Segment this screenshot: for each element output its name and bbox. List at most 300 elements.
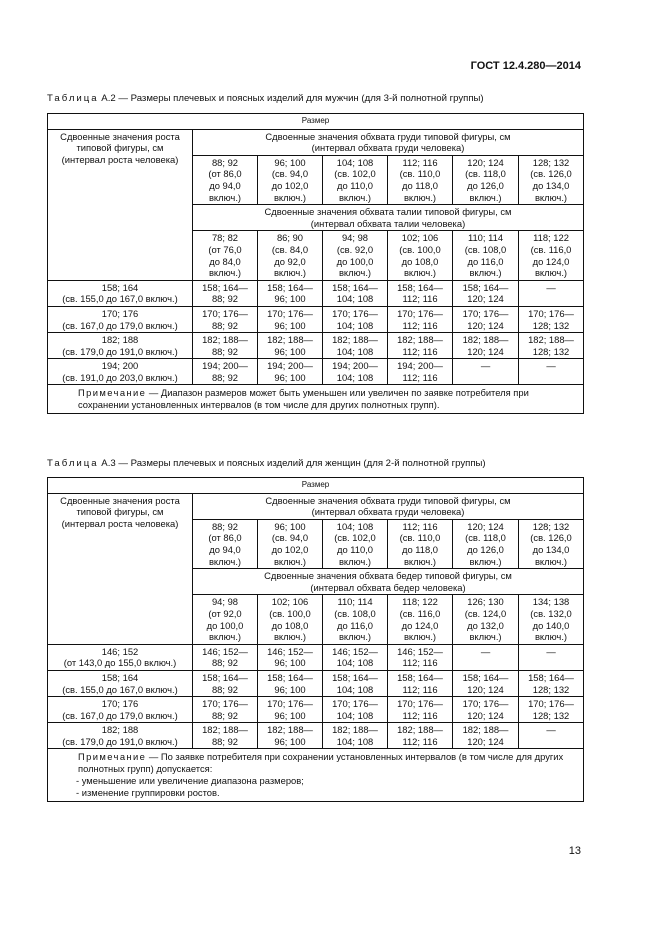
- cell-line: (св. 108,0: [464, 243, 507, 255]
- caption-prefix: Таблица: [47, 458, 99, 469]
- chest-value: [323, 519, 388, 568]
- cell-line: (св. 124,0: [464, 607, 507, 619]
- cell-line: 96; 100: [274, 156, 306, 168]
- cell-line: (интервал роста человека): [61, 153, 179, 165]
- cell-line: Сдвоенные значения роста: [60, 494, 180, 506]
- cell-line: 170; 176—: [397, 307, 443, 319]
- chest-value: [323, 155, 388, 204]
- size-cell: [193, 670, 258, 696]
- cell-line: включ.): [208, 631, 242, 643]
- cell-line: 88; 92: [211, 657, 239, 669]
- cell-line: до 92,0: [274, 255, 306, 267]
- cell-line: 170; 176—: [462, 698, 509, 710]
- cell-line: 110; 114: [337, 596, 373, 608]
- cell-line: включ.): [273, 631, 307, 643]
- size-cell: [388, 333, 453, 359]
- cell-line: 86; 90: [276, 232, 304, 244]
- cell-line: включ.): [338, 631, 372, 643]
- cell-line: Сдвоенные значения обхвата бедер типовой фигуры, см: [264, 570, 512, 582]
- cell-line: 170; 176—: [528, 307, 574, 319]
- cell-line: включ.): [403, 267, 437, 279]
- height-header: [48, 493, 193, 644]
- cell-line: до 124,0: [532, 255, 570, 267]
- cell-line: типовой фигуры, см: [76, 506, 164, 518]
- cell-line: 158; 164—: [202, 671, 248, 683]
- size-cell: [453, 644, 519, 670]
- cell-line: (интервал обхвата груди человека): [311, 506, 465, 518]
- cell-line: 120; 124: [467, 345, 504, 357]
- cell-line: включ.): [338, 267, 372, 279]
- size-table-women: [47, 477, 584, 802]
- cell-line: (св. 94,0: [271, 168, 309, 180]
- cell-line: (св. 126,0: [530, 168, 572, 180]
- cell-line: 104; 108: [336, 683, 374, 695]
- cell-line: (св. 94,0: [271, 532, 309, 544]
- height-value: [48, 333, 193, 359]
- cell-line: до 118,0: [401, 543, 439, 555]
- cell-line: 96; 100: [274, 371, 306, 383]
- page-number: 13: [568, 845, 581, 857]
- cell-line: до 116,0: [467, 255, 504, 267]
- size-cell: [453, 723, 519, 749]
- second-value: [258, 595, 323, 644]
- cell-line: (св. 84,0: [271, 243, 309, 255]
- cell-line: —: [546, 724, 556, 736]
- cell-line: 118; 122: [402, 596, 438, 608]
- cell-line: включ.): [534, 191, 568, 203]
- note-label: Примечание: [78, 387, 147, 399]
- cell-line: типовой фигуры, см: [76, 142, 164, 154]
- size-cell: [258, 306, 323, 332]
- chest-value: [519, 519, 584, 568]
- chest-value: [193, 519, 258, 568]
- chest-value: [453, 519, 519, 568]
- cell-line: 126; 130: [467, 596, 504, 608]
- cell-line: 158; 164—: [462, 671, 509, 683]
- cell-line: до 108,0: [271, 619, 309, 631]
- cell-line: до 100,0: [206, 619, 244, 631]
- cell-line: 182; 188—: [332, 724, 378, 736]
- cell-line: до 100,0: [336, 255, 374, 267]
- cell-line: (св. 118,0: [465, 532, 506, 544]
- cell-line: 78; 82: [211, 232, 239, 244]
- cell-line: 170; 176—: [332, 698, 378, 710]
- chest-value: [193, 155, 258, 204]
- cell-line: (от 86,0: [208, 168, 242, 180]
- cell-line: 194; 200—: [397, 360, 443, 372]
- cell-line: включ.): [469, 631, 502, 643]
- size-cell: [388, 723, 453, 749]
- size-cell: [258, 333, 323, 359]
- cell-line: 96; 100: [274, 709, 306, 721]
- cell-line: включ.): [403, 191, 437, 203]
- cell-line: 182; 188—: [202, 334, 248, 346]
- cell-line: включ.): [273, 191, 307, 203]
- table-row: [48, 280, 584, 306]
- size-cell: [519, 280, 584, 306]
- second-group-header: [193, 569, 584, 595]
- caption-prefix: Таблица: [47, 93, 99, 104]
- cell-line: 158; 164—: [332, 281, 378, 293]
- cell-line: 104; 108: [336, 293, 374, 305]
- cell-line: 120; 124: [467, 293, 504, 305]
- cell-line: включ.): [534, 555, 568, 567]
- size-cell: [453, 697, 519, 723]
- cell-line: 104; 108: [336, 735, 374, 747]
- cell-line: 158; 164—: [267, 281, 313, 293]
- cell-line: 110; 114: [467, 232, 504, 244]
- cell-line: 194; 200—: [267, 360, 313, 372]
- cell-line: 112; 116: [402, 156, 438, 168]
- size-cell: [258, 359, 323, 385]
- cell-line: до 102,0: [271, 543, 309, 555]
- cell-line: 128; 132: [532, 520, 570, 532]
- size-cell: [388, 697, 453, 723]
- table-row: [48, 670, 584, 696]
- cell-line: 96; 100: [274, 657, 306, 669]
- size-cell: [193, 333, 258, 359]
- cell-line: 128; 132: [532, 319, 570, 331]
- cell-line: 170; 176—: [462, 307, 509, 319]
- cell-line: включ.): [403, 555, 437, 567]
- document-id: ГОСТ 12.4.280—2014: [470, 60, 581, 72]
- cell-line: включ.): [469, 267, 502, 279]
- size-cell: [323, 697, 388, 723]
- cell-line: до 140,0: [532, 619, 570, 631]
- size-cell: [453, 280, 519, 306]
- cell-line: 96; 100: [274, 520, 306, 532]
- cell-line: 170; 176: [101, 698, 139, 710]
- size-cell: [519, 333, 584, 359]
- size-cell: [323, 306, 388, 332]
- cell-line: 112; 116: [402, 735, 438, 747]
- chest-value: [388, 519, 453, 568]
- cell-line: 170; 176—: [267, 307, 313, 319]
- cell-line: 182; 188: [101, 724, 139, 736]
- cell-line: (св. 126,0: [530, 532, 572, 544]
- cell-line: 194; 200: [101, 360, 139, 372]
- cell-line: (интервал роста человека): [61, 517, 179, 529]
- table-row: [48, 644, 584, 670]
- cell-line: 112; 116: [402, 319, 438, 331]
- cell-line: 182; 188—: [202, 724, 248, 736]
- cell-line: 120; 124: [467, 683, 504, 695]
- size-label: Размер: [48, 114, 584, 130]
- cell-line: 182; 188—: [332, 334, 378, 346]
- size-cell: [258, 697, 323, 723]
- cell-line: 88; 92: [211, 709, 239, 721]
- cell-line: (от 92,0: [208, 607, 242, 619]
- cell-line: включ.): [338, 191, 372, 203]
- size-cell: [388, 359, 453, 385]
- cell-line: Сдвоенные значения обхвата груди типовой фигуры, см: [265, 130, 511, 142]
- note-text: [56, 387, 577, 411]
- cell-line: до 84,0: [209, 255, 241, 267]
- cell-line: включ.): [469, 191, 502, 203]
- cell-line: Сдвоенные значения обхвата груди типовой фигуры, см: [265, 494, 511, 506]
- size-cell: [193, 280, 258, 306]
- cell-line: 96; 100: [274, 345, 306, 357]
- size-cell: [519, 697, 584, 723]
- cell-line: 94; 98: [341, 232, 369, 244]
- size-cell: [258, 280, 323, 306]
- note-body: — По заявке потребителя при сохранении установленных интервалов (в том числе для других полнотных групп) допускается:: [78, 751, 564, 775]
- size-cell: [453, 306, 519, 332]
- cell-line: 158; 164: [101, 281, 139, 293]
- cell-line: до 94,0: [209, 543, 241, 555]
- table-row: [48, 333, 584, 359]
- note-row: [48, 385, 584, 414]
- height-value: [48, 306, 193, 332]
- cell-line: до 110,0: [336, 543, 374, 555]
- second-value: [323, 231, 388, 280]
- cell-line: 170; 176—: [332, 307, 378, 319]
- size-cell: [193, 723, 258, 749]
- size-cell: [258, 723, 323, 749]
- cell-line: 104; 108: [336, 319, 374, 331]
- size-cell: [519, 644, 584, 670]
- cell-line: 112; 116: [402, 657, 438, 669]
- cell-line: (св. 110,0: [399, 532, 441, 544]
- table-note: [48, 385, 584, 414]
- cell-line: 104; 108: [336, 657, 374, 669]
- note-list-item: - изменение группировки ростов.: [76, 787, 220, 799]
- size-cell: [258, 644, 323, 670]
- second-value: [453, 231, 519, 280]
- chest-value: [388, 155, 453, 204]
- size-cell: [258, 670, 323, 696]
- caption-text: А.2 — Размеры плечевых и поясных изделий для мужчин (для 3-й полнотной группы): [101, 93, 484, 104]
- cell-line: 88; 92: [211, 319, 239, 331]
- cell-line: 104; 108: [336, 345, 374, 357]
- second-value: [388, 595, 453, 644]
- cell-line: 170; 176: [101, 307, 139, 319]
- cell-line: 170; 176—: [267, 698, 313, 710]
- second-value: [388, 231, 453, 280]
- cell-line: 158; 164—: [397, 281, 443, 293]
- height-value: [48, 697, 193, 723]
- second-value: [258, 231, 323, 280]
- size-label: Размер: [48, 478, 584, 494]
- cell-line: 104; 108: [336, 156, 374, 168]
- size-cell: [323, 670, 388, 696]
- size-cell: [453, 670, 519, 696]
- cell-line: 112; 116: [402, 709, 438, 721]
- height-header: [48, 129, 193, 280]
- cell-line: 120; 124: [467, 520, 504, 532]
- cell-line: включ.): [208, 191, 242, 203]
- note-list-item: - уменьшение или увеличение диапазона размеров;: [76, 775, 304, 787]
- cell-line: до 126,0: [467, 179, 504, 191]
- table-note: [48, 749, 584, 802]
- cell-line: 102; 106: [401, 232, 439, 244]
- cell-line: Сдвоенные значения обхвата талии типовой фигуры, см: [264, 206, 512, 218]
- chest-value: [258, 155, 323, 204]
- cell-line: включ.): [273, 267, 307, 279]
- size-cell: [323, 359, 388, 385]
- cell-line: 146; 152: [101, 645, 139, 657]
- cell-line: 170; 176—: [202, 307, 248, 319]
- cell-line: включ.): [534, 267, 568, 279]
- cell-line: 146; 152—: [202, 645, 248, 657]
- cell-line: Сдвоенные значения роста: [60, 130, 180, 142]
- table-row: [48, 359, 584, 385]
- cell-line: 158; 164—: [397, 671, 443, 683]
- cell-line: 96; 100: [274, 293, 306, 305]
- cell-line: 118; 122: [533, 232, 569, 244]
- chest-group-header: [193, 129, 584, 155]
- note-row: [48, 749, 584, 802]
- cell-line: 182; 188—: [528, 334, 574, 346]
- size-cell: [323, 723, 388, 749]
- cell-line: 120; 124: [467, 156, 504, 168]
- size-cell: [193, 644, 258, 670]
- cell-line: включ.): [208, 267, 242, 279]
- cell-line: 112; 116: [402, 293, 438, 305]
- cell-line: до 94,0: [209, 179, 241, 191]
- cell-line: 88; 92: [211, 371, 239, 383]
- caption-text: А.3 — Размеры плечевых и поясных изделий для женщин (для 2-й полнотной группы): [101, 458, 486, 469]
- cell-line: 120; 124: [467, 709, 504, 721]
- cell-line: (интервал обхвата бедер человека): [310, 581, 466, 593]
- note-text: [56, 751, 577, 775]
- second-value: [453, 595, 519, 644]
- chest-value: [453, 155, 519, 204]
- cell-line: 182; 188—: [462, 724, 509, 736]
- table-caption: [47, 93, 484, 104]
- cell-line: 170; 176—: [202, 698, 248, 710]
- height-value: [48, 280, 193, 306]
- cell-line: 112; 116: [402, 520, 438, 532]
- cell-line: 182; 188—: [397, 334, 443, 346]
- size-cell: [193, 697, 258, 723]
- cell-line: до 110,0: [336, 179, 374, 191]
- cell-line: 128; 132: [532, 683, 570, 695]
- size-label-row: [48, 114, 584, 130]
- cell-line: 88; 92: [211, 683, 239, 695]
- height-value: [48, 670, 193, 696]
- cell-line: 182; 188: [101, 334, 139, 346]
- cell-line: до 116,0: [336, 619, 374, 631]
- cell-line: 158; 164—: [202, 281, 248, 293]
- cell-line: 134; 138: [532, 596, 570, 608]
- cell-line: 182; 188—: [462, 334, 509, 346]
- size-cell: [193, 359, 258, 385]
- cell-line: 88; 92: [211, 735, 239, 747]
- cell-line: включ.): [338, 555, 372, 567]
- note-label: Примечание: [78, 751, 147, 763]
- table-row: [48, 723, 584, 749]
- cell-line: 112; 116: [402, 683, 438, 695]
- second-value: [519, 595, 584, 644]
- cell-line: (св. 179,0 до 191,0 включ.): [62, 345, 178, 357]
- cell-line: (св. 108,0: [334, 607, 376, 619]
- cell-line: (св. 116,0: [399, 607, 441, 619]
- cell-line: (от 76,0: [208, 243, 242, 255]
- height-value: [48, 723, 193, 749]
- table-row: [48, 697, 584, 723]
- cell-line: 182; 188—: [397, 724, 443, 736]
- note-body: — Диапазон размеров может быть уменьшен или увеличен по заявке потребителя при сохранении установленных интервалов (в том числе для других полнотных групп).: [78, 387, 529, 411]
- cell-line: включ.): [469, 555, 502, 567]
- cell-line: 158; 164—: [462, 281, 509, 293]
- header-row: [48, 493, 584, 519]
- cell-line: (св. 191,0 до 203,0 включ.): [62, 371, 178, 383]
- cell-line: (св. 100,0: [399, 243, 441, 255]
- cell-line: 128; 132: [532, 156, 570, 168]
- cell-line: до 108,0: [401, 255, 439, 267]
- cell-line: 120; 124: [467, 735, 504, 747]
- size-cell: [323, 333, 388, 359]
- cell-line: (св. 92,0: [336, 243, 374, 255]
- cell-line: 88; 92: [211, 156, 239, 168]
- second-value: [519, 231, 584, 280]
- size-cell: [519, 670, 584, 696]
- second-group-header: [193, 205, 584, 231]
- cell-line: (св. 116,0: [530, 243, 572, 255]
- size-cell: [453, 359, 519, 385]
- cell-line: (св. 118,0: [465, 168, 506, 180]
- second-value: [193, 595, 258, 644]
- table-row: [48, 306, 584, 332]
- cell-line: до 132,0: [467, 619, 504, 631]
- cell-line: 104; 108: [336, 709, 374, 721]
- size-cell: [193, 306, 258, 332]
- size-label-row: [48, 478, 584, 494]
- cell-line: 194; 200—: [332, 360, 378, 372]
- cell-line: до 124,0: [401, 619, 439, 631]
- cell-line: 88; 92: [211, 345, 239, 357]
- cell-line: до 118,0: [401, 179, 439, 191]
- cell-line: (св. 100,0: [269, 607, 311, 619]
- cell-line: (св. 155,0 до 167,0 включ.): [62, 293, 178, 305]
- cell-line: —: [480, 645, 491, 657]
- cell-line: 102; 106: [271, 596, 309, 608]
- cell-line: —: [546, 645, 556, 657]
- cell-line: —: [546, 281, 556, 293]
- size-cell: [519, 359, 584, 385]
- cell-line: до 134,0: [532, 543, 570, 555]
- cell-line: (св. 102,0: [334, 168, 376, 180]
- cell-line: (интервал обхвата груди человека): [311, 142, 465, 154]
- cell-line: 96; 100: [274, 683, 306, 695]
- size-table-men: [47, 113, 584, 414]
- cell-line: (интервал обхвата талии человека): [310, 217, 466, 229]
- cell-line: 146; 152—: [397, 645, 443, 657]
- cell-line: 112; 116: [402, 371, 438, 383]
- cell-line: 146; 152—: [267, 645, 313, 657]
- table-caption: [47, 458, 486, 469]
- cell-line: (св. 155,0 до 167,0 включ.): [62, 683, 178, 695]
- cell-line: 112; 116: [402, 345, 438, 357]
- cell-line: 146; 152—: [332, 645, 378, 657]
- size-cell: [323, 280, 388, 306]
- size-cell: [388, 280, 453, 306]
- cell-line: 170; 176—: [528, 698, 574, 710]
- cell-line: —: [546, 360, 556, 372]
- cell-line: 182; 188—: [267, 724, 313, 736]
- cell-line: 120; 124: [467, 319, 504, 331]
- cell-line: 96; 100: [274, 319, 306, 331]
- second-value: [323, 595, 388, 644]
- size-cell: [323, 644, 388, 670]
- cell-line: (св. 110,0: [399, 168, 441, 180]
- size-cell: [519, 723, 584, 749]
- cell-line: 104; 108: [336, 371, 374, 383]
- chest-group-header: [193, 493, 584, 519]
- cell-line: (св. 102,0: [334, 532, 376, 544]
- cell-line: (св. 179,0 до 191,0 включ.): [62, 735, 178, 747]
